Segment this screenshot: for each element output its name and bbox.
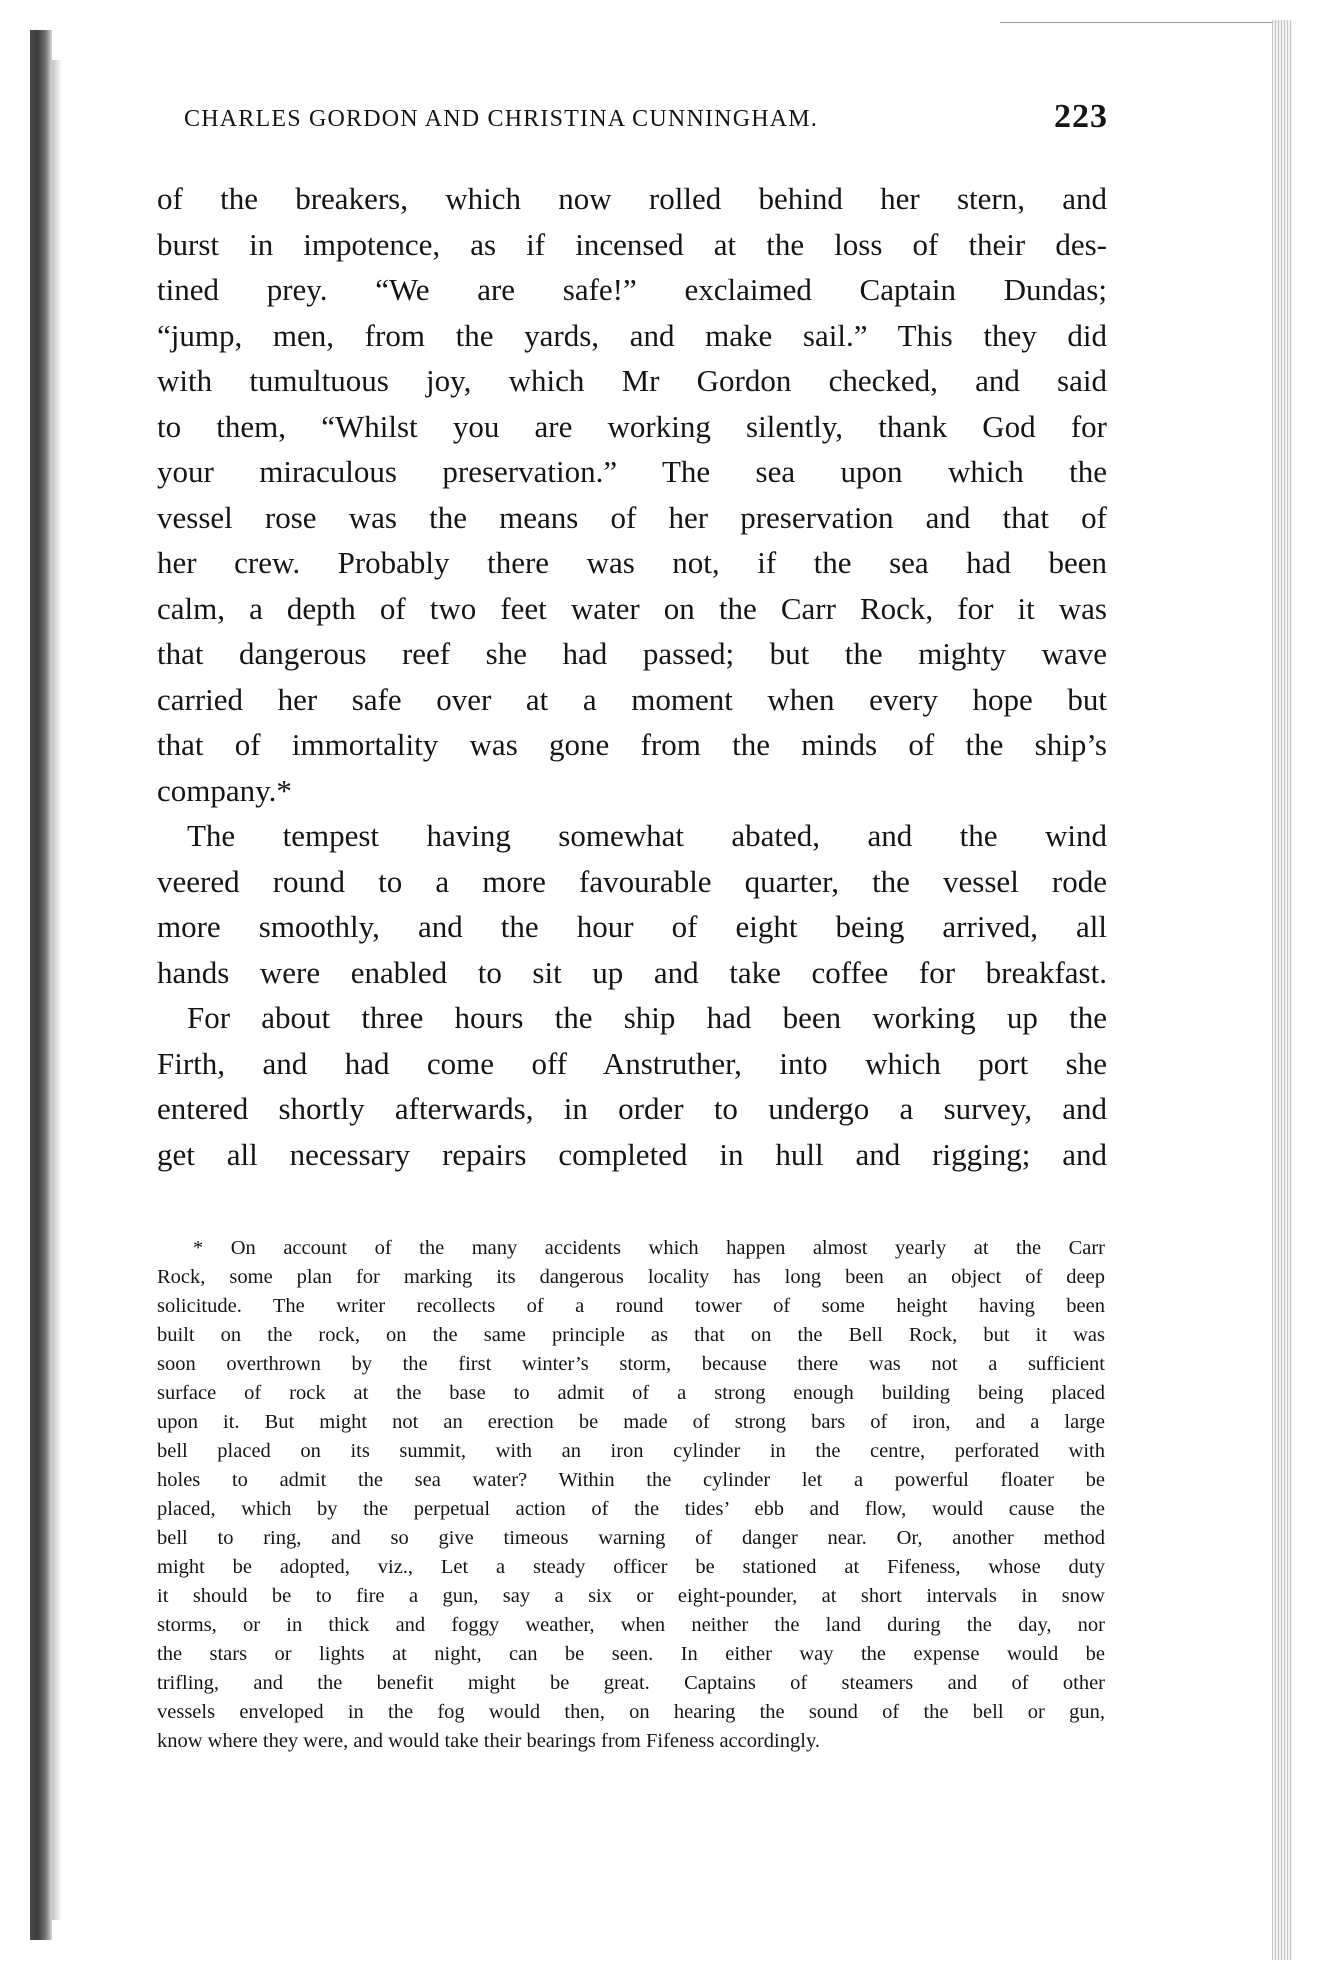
- paragraph-start-line: The tempest having somewhat abated, and the wind: [187, 818, 1107, 853]
- page-number: 223: [1054, 98, 1108, 135]
- text-line: that of immortality was gone from the minds of the ship’s: [157, 727, 1107, 762]
- footnote-line: solicitude. The writer recollects of a round tower of some height having been: [157, 1295, 1105, 1317]
- scan-binding-shadow: [52, 60, 62, 1920]
- footnote-line: storms, or in thick and foggy weather, when neither the land during the day, nor: [157, 1614, 1105, 1636]
- text-line: tined prey. “We are safe!” exclaimed Captain Dundas;: [157, 272, 1107, 307]
- footnote-line: holes to admit the sea water? Within the cylinder let a powerful floater be: [157, 1469, 1105, 1491]
- running-title: CHARLES GORDON AND CHRISTINA CUNNINGHAM.: [184, 106, 819, 132]
- text-line: of the breakers, which now rolled behind her stern, and: [157, 181, 1107, 216]
- text-line: with tumultuous joy, which Mr Gordon checked, and said: [157, 363, 1107, 398]
- footnote-line: surface of rock at the base to admit of a strong enough building being placed: [157, 1382, 1105, 1404]
- footnote-line: might be adopted, viz., Let a steady officer be stationed at Fifeness, whose duty: [157, 1556, 1105, 1578]
- text-line: get all necessary repairs completed in hull and rigging; and: [157, 1136, 1107, 1172]
- footnote-line: Rock, some plan for marking its dangerous locality has long been an object of deep: [157, 1266, 1105, 1288]
- text-line: to them, “Whilst you are working silently, thank God for: [157, 408, 1107, 444]
- main-text: [157, 176, 1107, 1177]
- text-line: more smoothly, and the hour of eight being arrived, all: [157, 909, 1107, 944]
- text-line: Firth, and had come off Anstruther, into which port she: [157, 1045, 1107, 1081]
- footnote-line: vessels enveloped in the fog would then, on hearing the sound of the bell or gun,: [157, 1701, 1105, 1723]
- footnote-line: upon it. But might not an erection be made of strong bars of iron, and a large: [157, 1411, 1105, 1433]
- footnote-line: the stars or lights at night, can be seen. In either way the expense would be: [157, 1643, 1105, 1665]
- text-line: that dangerous reef she had passed; but the mighty wave: [157, 636, 1107, 671]
- scan-page-edge-right: [1272, 20, 1292, 1960]
- footnote-line: bell placed on its summit, with an iron cylinder in the centre, perforated with: [157, 1440, 1105, 1462]
- footnote: [157, 1234, 1105, 1756]
- scan-binding-edge-left: [30, 30, 52, 1940]
- paragraph-start-line: For about three hours the ship had been working up the: [187, 1000, 1107, 1035]
- footnote-line: know where they were, and would take their bearings from Fifeness accordingly.: [157, 1730, 820, 1752]
- text-line: vessel rose was the means of her preservation and that of: [157, 499, 1107, 535]
- footnote-line: it should be to fire a gun, say a six or eight-pounder, at short intervals in snow: [157, 1585, 1105, 1607]
- footnote-line: soon overthrown by the first winter’s storm, because there was not a sufficient: [157, 1353, 1105, 1375]
- footnote-line: built on the rock, on the same principle as that on the Bell Rock, but it was: [157, 1324, 1105, 1346]
- text-line: her crew. Probably there was not, if the sea had been: [157, 545, 1107, 580]
- text-line: “jump, men, from the yards, and make sail.” This they did: [157, 317, 1107, 353]
- text-line: company.*: [157, 772, 292, 808]
- footnote-line: * On account of the many accidents which happen almost yearly at the Carr: [193, 1237, 1105, 1259]
- footnote-line: bell to ring, and so give timeous warning of danger near. Or, another method: [157, 1527, 1105, 1549]
- text-line: entered shortly afterwards, in order to undergo a survey, and: [157, 1091, 1107, 1126]
- footnote-line: trifling, and the benefit might be great. Captains of steamers and of other: [157, 1672, 1105, 1694]
- scan-edge-line: [1000, 22, 1280, 23]
- text-line: your miraculous preservation.” The sea upon which the: [157, 454, 1107, 489]
- text-line: hands were enabled to sit up and take coffee for breakfast.: [157, 954, 1107, 990]
- page-header: [158, 98, 1108, 138]
- footnote-line: placed, which by the perpetual action of the tides’ ebb and flow, would cause the: [157, 1498, 1105, 1520]
- text-line: veered round to a more favourable quarter, the vessel rode: [157, 863, 1107, 899]
- text-line: burst in impotence, as if incensed at the loss of their des-: [157, 226, 1107, 262]
- text-line: calm, a depth of two feet water on the Carr Rock, for it was: [157, 590, 1107, 626]
- text-line: carried her safe over at a moment when every hope but: [157, 681, 1107, 717]
